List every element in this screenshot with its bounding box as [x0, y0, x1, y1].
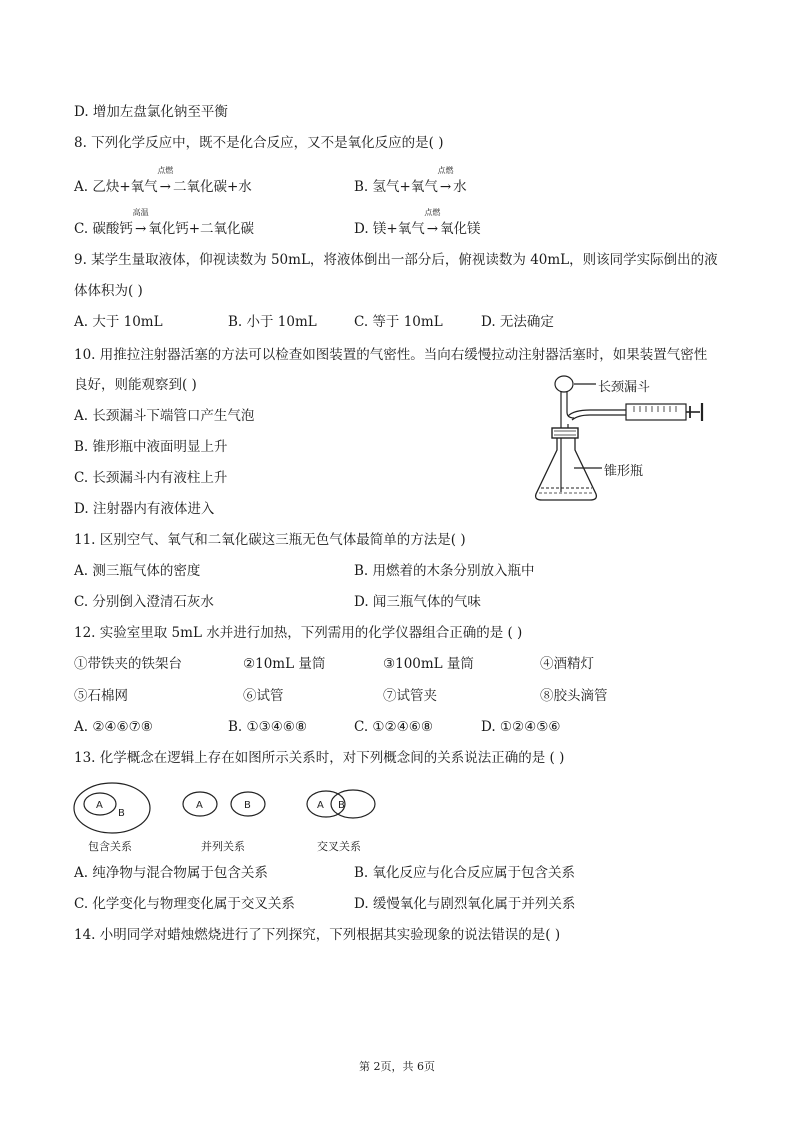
q8-option-a: A. 乙炔+氧气 点燃 → 二氧化碳+水 — [74, 166, 252, 195]
q12-option-c: C. ①②④⑥⑧ — [354, 719, 433, 735]
q12-option-b: B. ①③④⑥⑧ — [228, 719, 308, 735]
q8-stem: 8. 下列化学反应中，既不是化合反应，又不是氧化反应的是( ) — [74, 135, 444, 151]
q12-item-3: ③100mL 量筒 — [383, 656, 474, 672]
q14-stem: 14. 小明同学对蜡烛燃烧进行了下列探究，下列根据其实验现象的说法错误的是( ) — [74, 927, 561, 943]
parallel-label-b: B — [244, 800, 251, 811]
q9-option-a: A. 大于 10mL — [74, 314, 163, 330]
q10-stem-line2: 良好，则能观察到( ) — [74, 377, 197, 393]
label-long-neck-funnel: 长颈漏斗 — [598, 380, 651, 395]
q9-stem-line1: 9. 某学生量取液体，仰视读数为 50mL，将液体倒出一部分后，俯视读数为 40mL，则该同学实际倒出的液 — [74, 252, 718, 268]
q8-option-c: C. 碳酸钙 高温 → 氧化钙+二氧化碳 — [74, 208, 255, 237]
q12-item-8: ⑧胶头滴管 — [540, 688, 608, 704]
parallel-label-a: A — [196, 800, 203, 811]
q10-option-c: C. 长颈漏斗内有液柱上升 — [74, 470, 228, 486]
q10-option-d: D. 注射器内有液体进入 — [74, 501, 215, 517]
q12-option-d: D. ①②④⑤⑥ — [481, 719, 561, 735]
label-conical-flask: 锥形瓶 — [604, 464, 644, 479]
q13-option-b: B. 氧化反应与化合反应属于包含关系 — [354, 865, 576, 881]
q8-option-b: B. 氢气+氧气 点燃 → 水 — [354, 166, 467, 195]
caption-include: 包含关系 — [88, 840, 132, 853]
q12-item-2: ②10mL 量筒 — [243, 656, 326, 672]
q12-item-5: ⑤石棉网 — [74, 688, 128, 704]
syringe — [626, 404, 686, 420]
q7-option-d: D. 增加左盘氯化钠至平衡 — [74, 104, 228, 120]
caption-cross: 交叉关系 — [317, 840, 361, 853]
cross-label-a: A — [317, 800, 324, 811]
q9-option-d: D. 无法确定 — [481, 314, 554, 330]
page-footer: 第 2页，共 6页 — [359, 1060, 435, 1073]
q11-option-a: A. 测三瓶气体的密度 — [74, 563, 201, 579]
include-label-a: A — [96, 800, 103, 811]
q12-item-7: ⑦试管夹 — [383, 688, 437, 704]
q9-stem-line2: 体体积为( ) — [74, 283, 143, 299]
include-label-b: B — [118, 808, 125, 819]
cross-label-b: B — [338, 800, 345, 811]
q10-option-b: B. 锥形瓶中液面明显上升 — [74, 439, 228, 455]
q9-option-b: B. 小于 10mL — [228, 314, 317, 330]
funnel-bulb — [555, 376, 573, 392]
q11-option-c: C. 分别倒入澄清石灰水 — [74, 594, 214, 610]
q13-option-a: A. 纯净物与混合物属于包含关系 — [74, 865, 268, 881]
conical-flask — [536, 438, 597, 500]
caption-parallel: 并列关系 — [201, 840, 245, 853]
q11-option-b: B. 用燃着的木条分别放入瓶中 — [354, 563, 535, 579]
q12-option-a: A. ②④⑥⑦⑧ — [74, 719, 153, 735]
q13-option-c: C. 化学变化与物理变化属于交叉关系 — [74, 896, 295, 912]
q12-item-6: ⑥试管 — [243, 688, 284, 704]
q12-item-4: ④酒精灯 — [540, 656, 594, 672]
q10-option-a: A. 长颈漏斗下端管口产生气泡 — [74, 408, 255, 424]
q13-stem: 13. 化学概念在逻辑上存在如图所示关系时，对下列概念间的关系说法正确的是 ( ) — [74, 750, 565, 766]
q10-stem-line1: 10. 用推拉注射器活塞的方法可以检查如图装置的气密性。当向右缓慢拉动注射器活塞时，如果装置气密性 — [74, 347, 708, 363]
logic-relations-figure — [70, 780, 390, 836]
q13-option-d: D. 缓慢氧化与剧烈氧化属于并列关系 — [354, 896, 576, 912]
q8-option-d: D. 镁+氧气 点燃 → 氧化镁 — [354, 208, 481, 237]
q12-stem: 12. 实验室里取 5mL 水并进行加热，下列需用的化学仪器组合正确的是 ( ) — [74, 625, 523, 641]
q11-stem: 11. 区别空气、氧气和二氧化碳这三瓶无色气体最简单的方法是( ) — [74, 532, 466, 548]
q11-option-d: D. 闻三瓶气体的气味 — [354, 594, 481, 610]
q12-item-1: ①带铁夹的铁架台 — [74, 656, 182, 672]
q9-option-c: C. 等于 10mL — [354, 314, 443, 330]
